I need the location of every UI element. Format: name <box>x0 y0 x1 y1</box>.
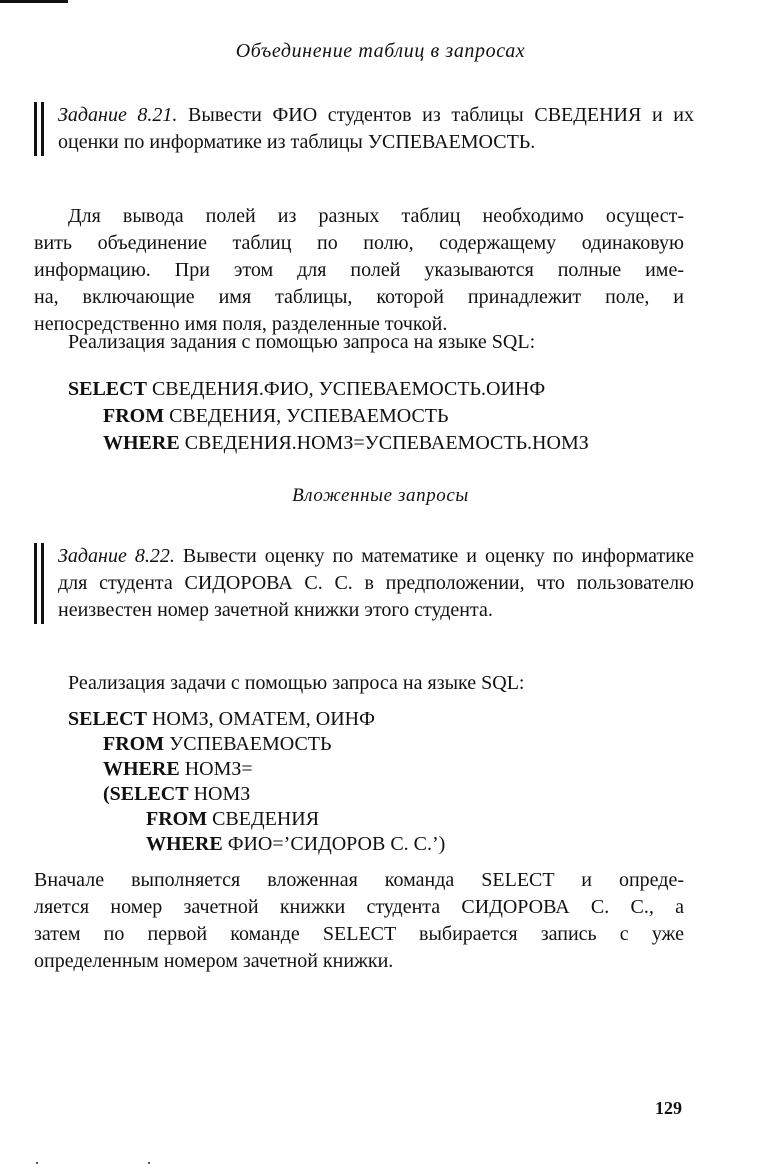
task-margin-bars <box>34 102 46 156</box>
sql-keyword: WHERE <box>103 432 180 454</box>
paragraph-line: информацию. При этом для полей указываются полные име- <box>34 259 684 281</box>
paragraph-sql-intro: Реализация задания с помощью запроса на языке SQL: <box>68 331 536 353</box>
paragraph-line: ляется номер зачетной книжки студента СИДОРОВА С. С., а <box>34 896 684 918</box>
sql-line <box>146 806 319 833</box>
page-number: 129 <box>655 1098 682 1118</box>
running-header: Объединение таблиц в запросах <box>235 40 526 62</box>
sql-keyword: WHERE <box>103 758 180 780</box>
sql-text: НОМЗ= <box>179 758 253 780</box>
sql-keyword: FROM <box>103 405 165 427</box>
paragraph-line: определенным номером зачетной книжки. <box>34 950 394 972</box>
paragraph-join-explanation <box>34 203 684 338</box>
sql-keyword: WHERE <box>146 833 223 855</box>
sql-text: СВЕДЕНИЯ, УСПЕВАЕМОСТЬ <box>164 405 449 427</box>
sql-line <box>103 430 589 457</box>
sql-line <box>103 731 332 758</box>
scan-speck <box>148 1162 150 1164</box>
sql-line <box>103 756 253 783</box>
paragraph-line: на, включающие имя таблицы, которой принадлежит поле, и <box>34 286 684 308</box>
paragraph-line: затем по первой команде SELECT выбирается запись с уже <box>34 923 684 945</box>
sql-text: ФИО=’СИДОРОВ С. С.’) <box>222 833 446 855</box>
task-label: Задание 8.21. <box>58 104 178 126</box>
task-8-22-text <box>58 543 694 624</box>
sql-text: СВЕДЕНИЯ.ФИО, УСПЕВАЕМОСТЬ.ОИНФ <box>146 378 546 400</box>
task-body: Вывести оценку по математике и оценку по информатике для студента СИДОРОВА С. С. в предположении, что пользователю неизвестен номер зачетной книжки этого студента. <box>58 545 694 621</box>
sql-line <box>68 706 375 733</box>
task-label: Задание 8.22. <box>58 545 175 567</box>
task-8-22-block <box>34 543 694 624</box>
paragraph-nested-explanation <box>34 867 684 975</box>
task-8-21-text <box>58 102 694 156</box>
sql-keyword: FROM <box>146 808 208 830</box>
margin-bar <box>41 102 44 156</box>
section-title: Вложенные запросы <box>292 485 469 506</box>
paragraph-sql-intro: Реализация задачи с помощью запроса на языке SQL: <box>68 672 525 694</box>
margin-bar <box>34 102 37 156</box>
task-8-21-block <box>34 102 694 156</box>
paragraph-line: Вначале выполняется вложенная команда SELECT и опреде- <box>34 869 684 891</box>
margin-bar <box>34 543 37 624</box>
sql-line <box>103 781 250 808</box>
task-body: Вывести ФИО студентов из таблицы СВЕДЕНИЯ и их оценки по информатике из таблицы УСПЕВАЕМОСТЬ. <box>58 104 694 153</box>
sql-text: НОМЗ <box>188 783 251 805</box>
sql-line <box>68 376 545 403</box>
sql-keyword: SELECT <box>68 378 147 400</box>
sql-text: УСПЕВАЕМОСТЬ <box>164 733 332 755</box>
paragraph-line: непосредственно имя поля, разделенные точкой. <box>34 313 448 335</box>
paragraph-line: вить объединение таблиц по полю, содержащему одинаковую <box>34 232 684 254</box>
sql-line <box>103 403 449 430</box>
sql-keyword: (SELECT <box>103 783 189 805</box>
sql-keyword: FROM <box>103 733 165 755</box>
paragraph-line: Для вывода полей из разных таблиц необходимо осущест- <box>68 205 684 227</box>
sql-text: СВЕДЕНИЯ.НОМЗ=УСПЕВАЕМОСТЬ.НОМЗ <box>179 432 589 454</box>
sql-line <box>146 831 445 858</box>
sql-text: НОМЗ, ОМАТЕМ, ОИНФ <box>146 708 375 730</box>
scan-speck <box>36 1162 38 1164</box>
sql-text: СВЕДЕНИЯ <box>207 808 320 830</box>
task-margin-bars <box>34 543 46 624</box>
top-rule <box>0 0 68 3</box>
margin-bar <box>41 543 44 624</box>
sql-keyword: SELECT <box>68 708 147 730</box>
